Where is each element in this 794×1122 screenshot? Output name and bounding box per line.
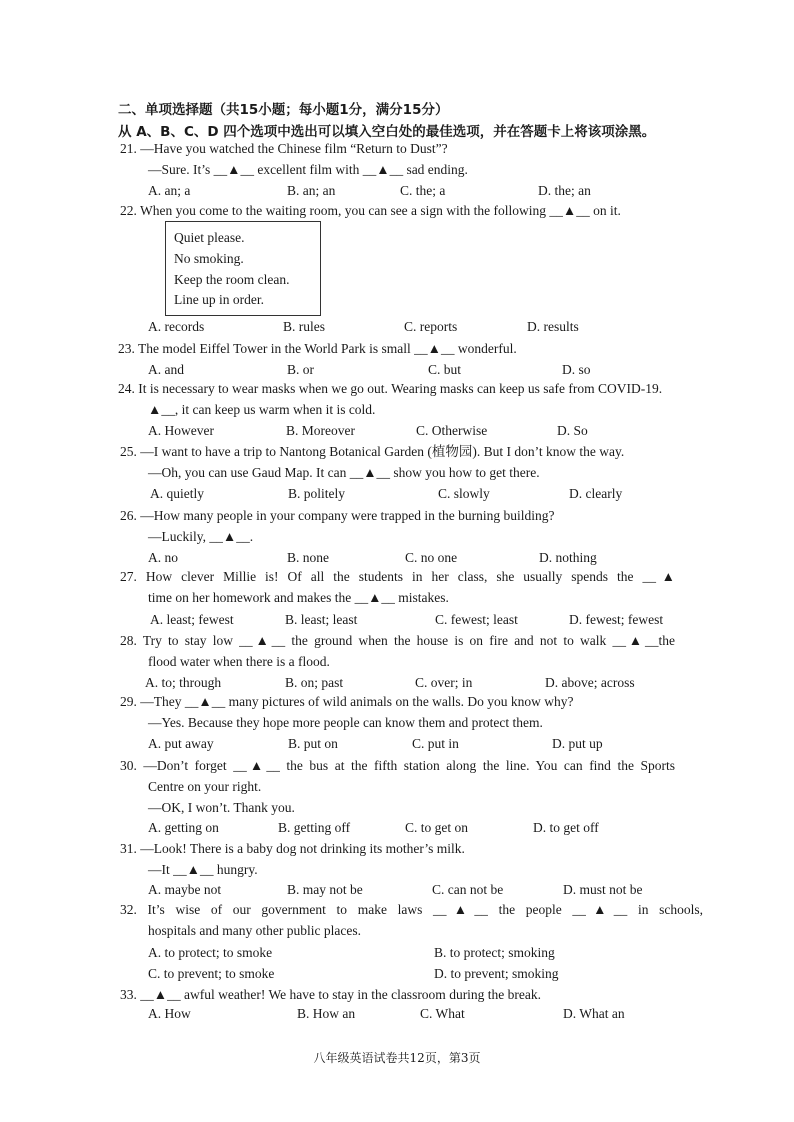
q24-option-d: D. So <box>557 423 588 438</box>
q31-option-b: B. may not be <box>287 882 363 897</box>
q25-option-a: A. quietly <box>150 486 204 501</box>
sign-line: No smoking. <box>174 251 244 266</box>
q25-line-1: 25. —I want to have a trip to Nantong Botanical Garden (植物园). But I don’t know the way. <box>120 444 625 459</box>
q22-option-c: C. reports <box>404 319 458 334</box>
q21-option-d: D. the; an <box>538 183 591 198</box>
q31-option-a: A. maybe not <box>148 882 222 897</box>
q25-option-c: C. slowly <box>438 486 490 501</box>
q26-line-2: —Luckily, __▲__. <box>148 529 254 544</box>
q24-line-2: ▲__, it can keep us warm when it is cold. <box>148 402 376 417</box>
q32-line-2: hospitals and many other public places. <box>148 923 361 938</box>
q28-option-b: B. on; past <box>285 675 344 690</box>
sign-line: Line up in order. <box>174 292 264 307</box>
sign-line: Quiet please. <box>174 230 245 245</box>
q32-line-1: 32. It’s wise of our government to make laws __▲__ the people __▲__ in schools, <box>120 902 703 917</box>
q29-option-d: D. put up <box>552 736 603 751</box>
q30-option-b: B. getting off <box>278 820 351 835</box>
page-footer: 八年级英语试卷共12页，第3页 <box>313 1051 481 1065</box>
q27-option-d: D. fewest; fewest <box>569 612 664 627</box>
q27-line-2: time on her homework and makes the __▲__ mistakes. <box>148 590 449 605</box>
q32-option-b: B. to protect; smoking <box>434 945 555 960</box>
q24-line-1: 24. It is necessary to wear masks when we go out. Wearing masks can keep us safe from COVID-19. <box>118 381 663 396</box>
q30-line-2: Centre on your right. <box>148 779 262 794</box>
q25-option-b: B. politely <box>288 486 345 501</box>
q26-line-1: 26. —How many people in your company were trapped in the burning building? <box>120 508 555 523</box>
q30-option-c: C. to get on <box>405 820 468 835</box>
q23-option-d: D. so <box>562 362 591 377</box>
q29-option-c: C. put in <box>412 736 459 751</box>
q30-option-a: A. getting on <box>148 820 219 835</box>
q32-option-a: A. to protect; to smoke <box>148 945 273 960</box>
q28-option-d: D. above; across <box>545 675 635 690</box>
q26-option-d: D. nothing <box>539 550 597 565</box>
q33-option-b: B. How an <box>297 1006 356 1021</box>
q27-option-c: C. fewest; least <box>435 612 518 627</box>
q26-option-b: B. none <box>287 550 329 565</box>
q24-option-b: B. Moreover <box>286 423 355 438</box>
q33-option-a: A. How <box>148 1006 191 1021</box>
q23-option-a: A. and <box>148 362 184 377</box>
q31-option-d: D. must not be <box>563 882 643 897</box>
q29-line-1: 29. —They __▲__ many pictures of wild animals on the walls. Do you know why? <box>120 694 574 709</box>
q28-line-2: flood water when there is a flood. <box>148 654 330 669</box>
q33-option-d: D. What an <box>563 1006 625 1021</box>
q26-option-a: A. no <box>148 550 178 565</box>
q27-option-b: B. least; least <box>285 612 358 627</box>
q28-option-a: A. to; through <box>145 675 222 690</box>
q22-option-b: B. rules <box>283 319 325 334</box>
q31-line-1: 31. —Look! There is a baby dog not drinking its mother’s milk. <box>120 841 465 856</box>
q24-option-a: A. However <box>148 423 214 438</box>
q25-line-2: —Oh, you can use Gaud Map. It can __▲__ show you how to get there. <box>148 465 540 480</box>
sign-line: Keep the room clean. <box>174 272 290 287</box>
q21-option-a: A. an; a <box>148 183 191 198</box>
q21-line-2: —Sure. It’s __▲__ excellent film with __▲__ sad ending. <box>148 162 468 177</box>
q22-option-d: D. results <box>527 319 579 334</box>
q29-option-b: B. put on <box>288 736 338 751</box>
q21-option-b: B. an; an <box>287 183 336 198</box>
q29-line-2: —Yes. Because they hope more people can know them and protect them. <box>148 715 543 730</box>
q25-option-d: D. clearly <box>569 486 623 501</box>
q30-line-3: —OK, I won’t. Thank you. <box>148 800 295 815</box>
q23-line-1: 23. The model Eiffel Tower in the World Park is small __▲__ wonderful. <box>118 341 517 356</box>
q24-option-c: C. Otherwise <box>416 423 488 438</box>
q28-line-1: 28. Try to stay low __▲__ the ground when the house is on fire and not to walk __▲__the <box>120 633 675 648</box>
q26-option-c: C. no one <box>405 550 458 565</box>
q31-option-c: C. can not be <box>432 882 504 897</box>
q33-line-1: 33. __▲__ awful weather! We have to stay in the classroom during the break. <box>120 987 542 1002</box>
q27-option-a: A. least; fewest <box>150 612 234 627</box>
q31-line-2: —It __▲__ hungry. <box>148 862 258 877</box>
q29-option-a: A. put away <box>148 736 214 751</box>
q21-line-1: 21. —Have you watched the Chinese film “Return to Dust”? <box>120 141 448 156</box>
q23-option-c: C. but <box>428 362 462 377</box>
q33-option-c: C. What <box>420 1006 465 1021</box>
q22-option-a: A. records <box>148 319 205 334</box>
section-instruction: 从 A、B、C、D 四个选项中选出可以填入空白处的最佳选项，并在答题卡上将该项涂黑。 <box>118 124 656 140</box>
q30-option-d: D. to get off <box>533 820 599 835</box>
q23-option-b: B. or <box>287 362 314 377</box>
section-title: 二、单项选择题（共15小题；每小题1分，满分15分） <box>118 102 449 118</box>
q30-line-1: 30. —Don’t forget __▲__ the bus at the fifth station along the line. You can find the Sports <box>120 758 675 773</box>
q32-option-d: D. to prevent; smoking <box>434 966 559 981</box>
q21-option-c: C. the; a <box>400 183 446 198</box>
q32-option-c: C. to prevent; to smoke <box>148 966 275 981</box>
q22-line-1: 22. When you come to the waiting room, you can see a sign with the following __▲__ on it. <box>120 203 621 218</box>
q27-line-1: 27. How clever Millie is! Of all the students in her class, she usually spends the __▲ <box>120 569 675 584</box>
q28-option-c: C. over; in <box>415 675 473 690</box>
